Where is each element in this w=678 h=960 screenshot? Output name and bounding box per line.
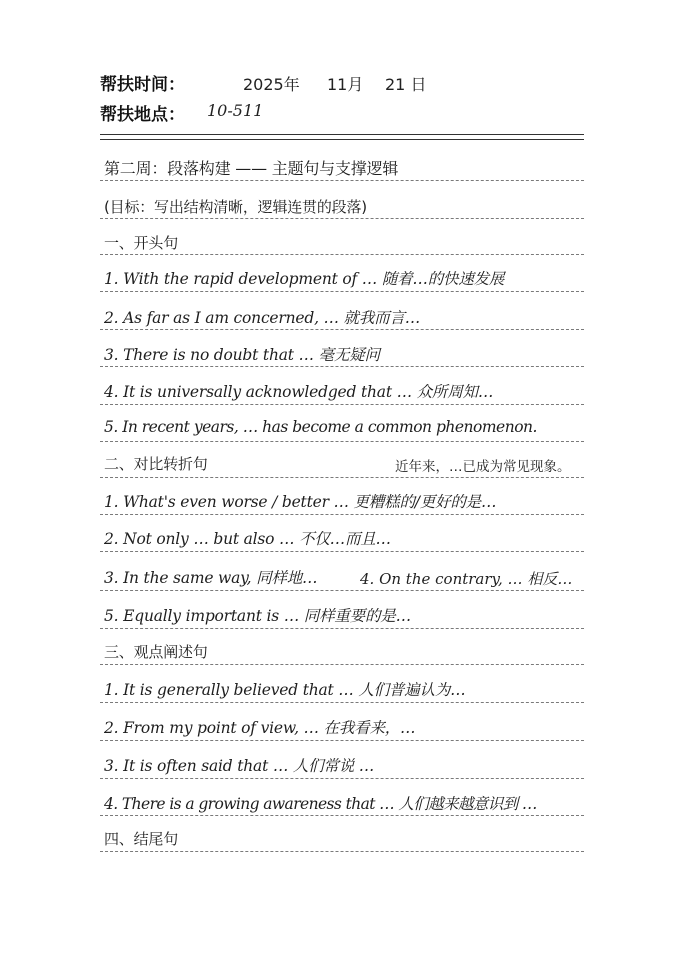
section-heading-conclusion: 四、结尾句 [104, 830, 179, 848]
phrase-item: 1. It is generally believed that … 人们普遍认为… [104, 681, 466, 699]
ruled-line [100, 291, 584, 292]
ruled-line [100, 180, 584, 181]
goal-note: (目标：写出结构清晰，逻辑连贯的段落) [104, 198, 367, 216]
phrase-item: 2. From my point of view, … 在我看来，… [104, 719, 416, 737]
ruled-line [100, 590, 584, 591]
phrase-item: 3. In the same way, 同样地… [104, 569, 318, 587]
week-title: 第二周：段落构建 —— 主题句与支撑逻辑 [104, 159, 399, 178]
header-divider-top [100, 134, 584, 135]
ruled-line [100, 477, 584, 478]
ruled-line [100, 702, 584, 703]
phrase-item: 2. Not only … but also … 不仅…而且… [104, 530, 391, 548]
ruled-line [100, 366, 584, 367]
ruled-line [100, 441, 584, 442]
ruled-line [100, 514, 584, 515]
section-heading-opening: 一、开头句 [104, 234, 179, 252]
date-day: 21 日 [385, 75, 427, 94]
ruled-line [100, 778, 584, 779]
section-heading-contrast: 二、对比转折句 [104, 455, 208, 473]
ruled-line [100, 404, 584, 405]
ruled-line [100, 628, 584, 629]
section-heading-opinion: 三、观点阐述句 [104, 643, 208, 661]
ruled-line [100, 218, 584, 219]
phrase-item: 5. Equally important is … 同样重要的是… [104, 607, 411, 625]
recent-years-translation: 近年来，…已成为常见现象。 [395, 459, 571, 475]
ruled-line [100, 254, 584, 255]
ruled-line [100, 664, 584, 665]
phrase-item: 1. With the rapid development of … 随着…的快速发展 [104, 270, 505, 288]
date-month: 11月 [327, 75, 364, 94]
header-divider-bottom [100, 139, 584, 140]
phrase-item-on-the-contrary: 4. On the contrary, … 相反… [360, 570, 573, 588]
ruled-line [100, 740, 584, 741]
help-time-label: 帮扶时间： [100, 75, 185, 95]
phrase-item: 4. There is a growing awareness that … 人们越来越意识到 … [104, 795, 537, 813]
ruled-line [100, 815, 584, 816]
phrase-item: 4. It is universally acknowledged that … 众所周知… [104, 383, 494, 401]
phrase-item: 3. It is often said that … 人们常说 … [104, 757, 375, 775]
ruled-line [100, 329, 584, 330]
phrase-item: 5. In recent years, … has become a common phenomenon. [104, 418, 537, 436]
date-year: 2025年 [243, 75, 300, 94]
help-place-label: 帮扶地点： [100, 105, 185, 125]
help-place-value: 10-511 [207, 101, 264, 120]
phrase-item: 3. There is no doubt that … 毫无疑问 [104, 346, 380, 364]
phrase-item: 1. What's even worse / better … 更糟糕的/更好的是… [104, 493, 497, 511]
phrase-item: 2. As far as I am concerned, … 就我而言… [104, 309, 421, 327]
ruled-line [100, 551, 584, 552]
ruled-line [100, 851, 584, 852]
